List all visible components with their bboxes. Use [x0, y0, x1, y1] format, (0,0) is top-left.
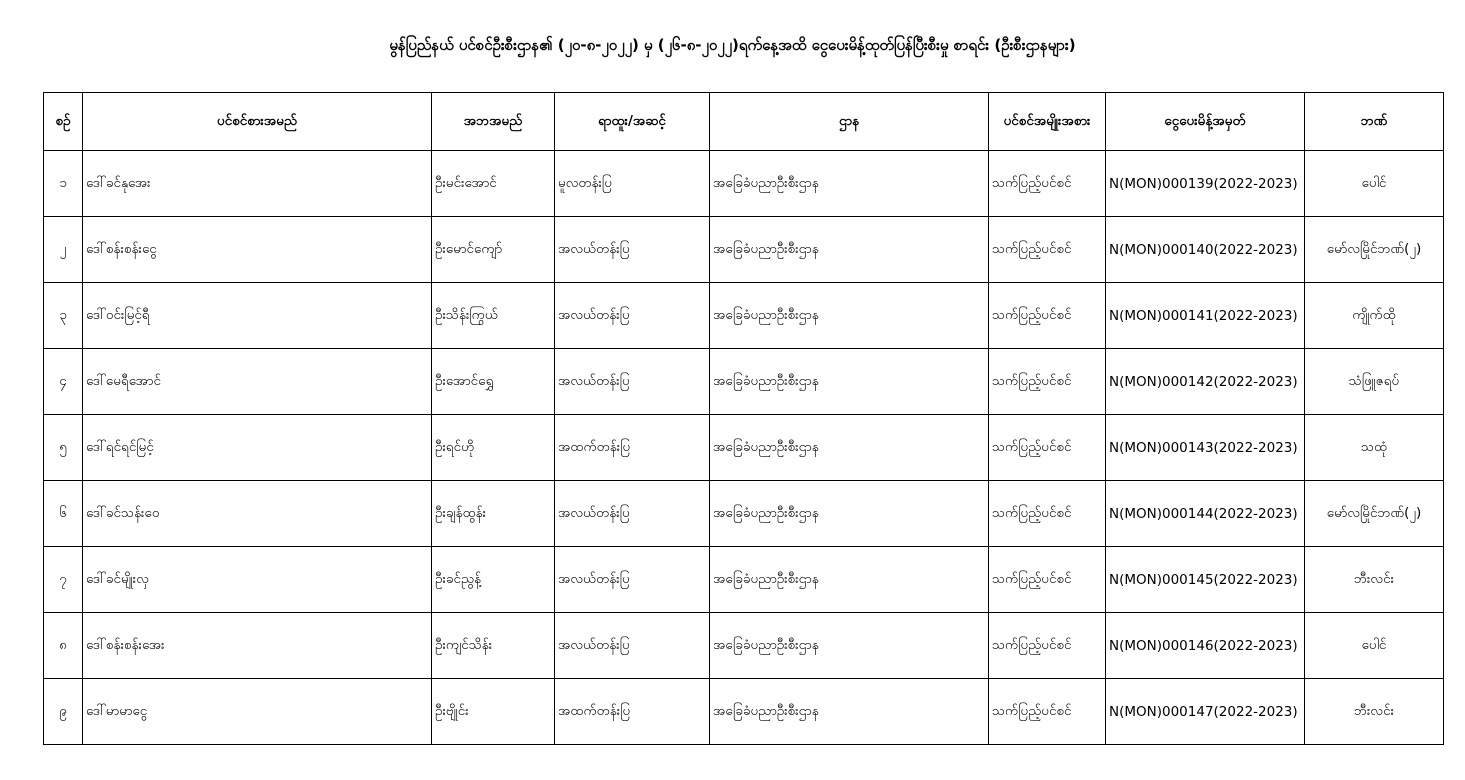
header-father-name: အဘအမည်: [432, 93, 555, 151]
cell-bank: ပေါင်: [1305, 151, 1444, 217]
header-rank: ရာထူး/အဆင့်: [555, 93, 710, 151]
table-row: [44, 415, 1444, 481]
cell-serial: ၅: [44, 415, 83, 481]
cell-serial: ၄: [44, 349, 83, 415]
cell-order-number: N(MON)000140(2022-2023): [1106, 217, 1305, 283]
header-bank: ဘဏ်: [1305, 93, 1444, 151]
cell-pensioner-name: ဒေါ်ဝင်းမြင့်ရီ: [83, 283, 432, 349]
cell-bank: ကျိုက်ထို: [1305, 283, 1444, 349]
cell-pension-type: သက်ပြည့်ပင်စင်: [989, 217, 1106, 283]
cell-father-name: ဦးဗျိုင်း: [432, 679, 555, 745]
cell-pensioner-name: ဒေါ်မေရီအောင်: [83, 349, 432, 415]
cell-pension-type: သက်ပြည့်ပင်စင်: [989, 679, 1106, 745]
cell-father-name: ဦးအောင်ရွှေ: [432, 349, 555, 415]
cell-pension-type: သက်ပြည့်ပင်စင်: [989, 283, 1106, 349]
cell-rank: အလယ်တန်းပြ: [555, 613, 710, 679]
cell-bank: သံဖြူဇရပ်: [1305, 349, 1444, 415]
cell-order-number: N(MON)000145(2022-2023): [1106, 547, 1305, 613]
cell-bank: သထုံ: [1305, 415, 1444, 481]
cell-bank: ဘီးလင်း: [1305, 547, 1444, 613]
cell-father-name: ဦးချန်ထွန်း: [432, 481, 555, 547]
header-department: ဌာန: [710, 93, 989, 151]
cell-pension-type: သက်ပြည့်ပင်စင်: [989, 613, 1106, 679]
cell-department: အခြေခံပညာဦးစီးဌာန: [710, 283, 989, 349]
cell-rank: အထက်တန်းပြ: [555, 415, 710, 481]
cell-pensioner-name: ဒေါ်ရင်ရင်မြင့်: [83, 415, 432, 481]
cell-department: အခြေခံပညာဦးစီးဌာန: [710, 481, 989, 547]
header-row: [44, 93, 1444, 151]
cell-bank: မော်လမြိုင်ဘဏ်(၂): [1305, 481, 1444, 547]
cell-father-name: ဦးသိန်းကြွယ်: [432, 283, 555, 349]
cell-bank: မော်လမြိုင်ဘဏ်(၂): [1305, 217, 1444, 283]
table-body: [44, 151, 1444, 745]
cell-order-number: N(MON)000146(2022-2023): [1106, 613, 1305, 679]
cell-pension-type: သက်ပြည့်ပင်စင်: [989, 547, 1106, 613]
cell-father-name: ဦးကျင်သိန်း: [432, 613, 555, 679]
table-header: [44, 93, 1444, 151]
cell-order-number: N(MON)000139(2022-2023): [1106, 151, 1305, 217]
cell-rank: အလယ်တန်းပြ: [555, 283, 710, 349]
header-pension-type: ပင်စင်အမျိုးအစား: [989, 93, 1106, 151]
table-row: [44, 151, 1444, 217]
cell-order-number: N(MON)000141(2022-2023): [1106, 283, 1305, 349]
cell-father-name: ဦးခင်ညွန့်: [432, 547, 555, 613]
cell-serial: ၇: [44, 547, 83, 613]
cell-department: အခြေခံပညာဦးစီးဌာန: [710, 547, 989, 613]
cell-pensioner-name: ဒေါ်စန်းစန်းငွေ: [83, 217, 432, 283]
header-serial: စဉ်: [44, 93, 83, 151]
cell-department: အခြေခံပညာဦးစီးဌာန: [710, 151, 989, 217]
cell-serial: ၈: [44, 613, 83, 679]
table-row: [44, 613, 1444, 679]
cell-serial: ၉: [44, 679, 83, 745]
header-pensioner-name: ပင်စင်စားအမည်: [83, 93, 432, 151]
table-row: [44, 349, 1444, 415]
cell-pensioner-name: ဒေါ်မာမာငွေ: [83, 679, 432, 745]
table-row: [44, 679, 1444, 745]
cell-department: အခြေခံပညာဦးစီးဌာန: [710, 349, 989, 415]
cell-rank: အလယ်တန်းပြ: [555, 547, 710, 613]
cell-bank: ပေါင်: [1305, 613, 1444, 679]
cell-pensioner-name: ဒေါ်ခင်နုအေး: [83, 151, 432, 217]
cell-pensioner-name: ဒေါ်ခင်သန်းဝေ: [83, 481, 432, 547]
header-order-number: ငွေပေးမိန့်အမှတ်: [1106, 93, 1305, 151]
cell-bank: ဘီးလင်း: [1305, 679, 1444, 745]
cell-serial: ၆: [44, 481, 83, 547]
cell-serial: ၂: [44, 217, 83, 283]
cell-department: အခြေခံပညာဦးစီးဌာန: [710, 613, 989, 679]
cell-order-number: N(MON)000142(2022-2023): [1106, 349, 1305, 415]
cell-department: အခြေခံပညာဦးစီးဌာန: [710, 415, 989, 481]
document-title: မွန်ပြည်နယ် ပင်စင်ဦးစီးဌာန၏ (၂၀-၈-၂၀၂၂) မှ (၂၆-၈-၂၀၂၂)ရက်နေ့အထိ ငွေပေးမိန့်ထုတ်ပြန်ပြီးစီးမှု စာရင်း (ဦးစီးဌာနများ): [389, 36, 1076, 54]
table-row: [44, 547, 1444, 613]
cell-order-number: N(MON)000147(2022-2023): [1106, 679, 1305, 745]
cell-order-number: N(MON)000144(2022-2023): [1106, 481, 1305, 547]
cell-rank: မူလတန်းပြ: [555, 151, 710, 217]
pension-table: [43, 92, 1444, 745]
cell-serial: ၁: [44, 151, 83, 217]
cell-father-name: ဦးရင်ဟို: [432, 415, 555, 481]
cell-pensioner-name: ဒေါ်စန်းစန်းအေး: [83, 613, 432, 679]
cell-pension-type: သက်ပြည့်ပင်စင်: [989, 151, 1106, 217]
cell-department: အခြေခံပညာဦးစီးဌာန: [710, 679, 989, 745]
cell-order-number: N(MON)000143(2022-2023): [1106, 415, 1305, 481]
table-row: [44, 481, 1444, 547]
cell-rank: အထက်တန်းပြ: [555, 679, 710, 745]
cell-rank: အလယ်တန်းပြ: [555, 349, 710, 415]
cell-pension-type: သက်ပြည့်ပင်စင်: [989, 349, 1106, 415]
cell-serial: ၃: [44, 283, 83, 349]
cell-pension-type: သက်ပြည့်ပင်စင်: [989, 415, 1106, 481]
cell-father-name: ဦးမောင်ကျော်: [432, 217, 555, 283]
cell-pensioner-name: ဒေါ်ခင်မျိုးလှ: [83, 547, 432, 613]
cell-department: အခြေခံပညာဦးစီးဌာန: [710, 217, 989, 283]
cell-father-name: ဦးမင်းအောင်: [432, 151, 555, 217]
cell-rank: အလယ်တန်းပြ: [555, 481, 710, 547]
table-row: [44, 283, 1444, 349]
cell-pension-type: သက်ပြည့်ပင်စင်: [989, 481, 1106, 547]
cell-rank: အလယ်တန်းပြ: [555, 217, 710, 283]
table-row: [44, 217, 1444, 283]
